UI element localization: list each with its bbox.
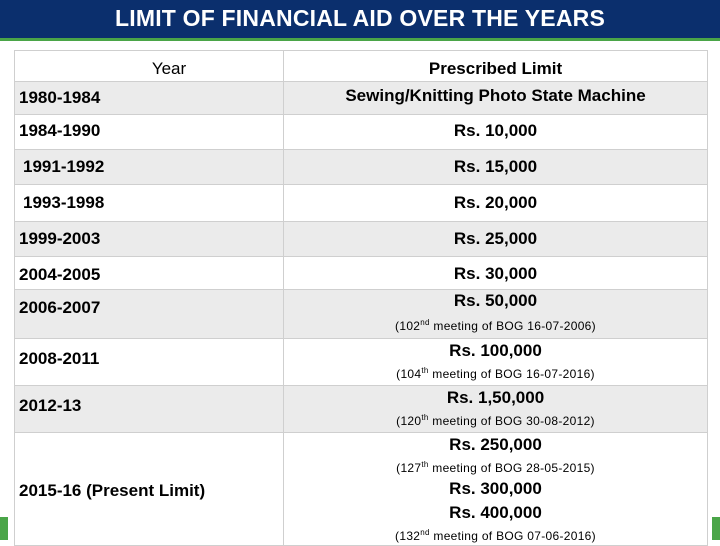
year-cell: [15, 185, 284, 222]
limit-text: Rs. 30,000: [453, 264, 538, 283]
table-row: [15, 339, 708, 386]
limit-text: Rs. 1,50,000: [446, 388, 545, 407]
year-header-cell: [15, 51, 284, 82]
year-text: 2006-2007: [19, 298, 101, 317]
table-row: [15, 222, 708, 257]
table-row: [15, 386, 708, 433]
year-cell: [15, 257, 284, 290]
table-row: [15, 185, 708, 222]
table-row: [15, 433, 708, 546]
meeting-note: (104th meeting of BOG 16-07-2016): [396, 366, 595, 381]
meeting-note: (127th meeting of BOG 28-05-2015): [396, 460, 595, 475]
limit-header-cell: [284, 51, 708, 82]
year-text: 2004-2005: [19, 265, 101, 284]
year-text: 1984-1990: [19, 121, 101, 140]
limit-text: Rs. 100,000: [449, 341, 542, 360]
limit-cell: [284, 82, 708, 115]
limit-cell: [284, 115, 708, 150]
green-accent-strip: [0, 517, 8, 540]
year-text: 2012-13: [19, 396, 82, 415]
limit-cell: [284, 222, 708, 257]
financial-aid-table: [14, 50, 708, 546]
year-header: Year: [151, 59, 187, 78]
table-row: [15, 290, 708, 339]
year-text: 1999-2003: [19, 229, 101, 248]
year-cell: [15, 222, 284, 257]
limit-cell: [284, 257, 708, 290]
limit-header: Prescribed Limit: [428, 59, 563, 78]
year-cell: [15, 290, 284, 339]
limit-cell: [284, 290, 708, 339]
green-accent-strip: [712, 517, 720, 540]
limit-text: Rs. 25,000: [453, 229, 538, 248]
year-cell: [15, 115, 284, 150]
limit-text: Rs. 15,000: [453, 157, 538, 176]
table-header-row: [15, 51, 708, 82]
limit-cell: [284, 339, 708, 386]
limit-text: Sewing/Knitting Photo State Machine: [345, 86, 646, 105]
year-text: 1980-1984: [19, 88, 101, 107]
year-cell: [15, 339, 284, 386]
table-row: [15, 150, 708, 185]
limit-text: Rs. 10,000: [453, 121, 538, 140]
year-cell: [15, 150, 284, 185]
year-text: 2015-16 (Present Limit): [19, 481, 206, 500]
table-row: [15, 115, 708, 150]
limit-cell: [284, 150, 708, 185]
meeting-note: (120th meeting of BOG 30-08-2012): [396, 413, 595, 428]
meeting-note: (132nd meeting of BOG 07-06-2016): [395, 528, 596, 543]
limit-text: Rs. 300,000: [449, 479, 542, 498]
year-cell: [15, 82, 284, 115]
title-bar: [0, 0, 720, 41]
year-text: 1993-1998: [23, 193, 105, 212]
limit-cell: [284, 185, 708, 222]
year-text: 2008-2011: [19, 349, 100, 368]
year-text: 1991-1992: [23, 157, 105, 176]
table-row: [15, 257, 708, 290]
limit-text: Rs. 50,000: [453, 291, 538, 310]
meeting-note: (102nd meeting of BOG 16-07-2006): [395, 318, 596, 333]
year-cell: [15, 386, 284, 433]
limit-text: Rs. 250,000: [449, 435, 542, 454]
limit-cell: [284, 433, 708, 546]
limit-text: Rs. 400,000: [449, 503, 542, 522]
page-title: LIMIT OF FINANCIAL AID OVER THE YEARS: [115, 5, 605, 31]
limit-text: Rs. 20,000: [453, 193, 538, 212]
year-cell: [15, 433, 284, 546]
limit-cell: [284, 386, 708, 433]
table-row: [15, 82, 708, 115]
